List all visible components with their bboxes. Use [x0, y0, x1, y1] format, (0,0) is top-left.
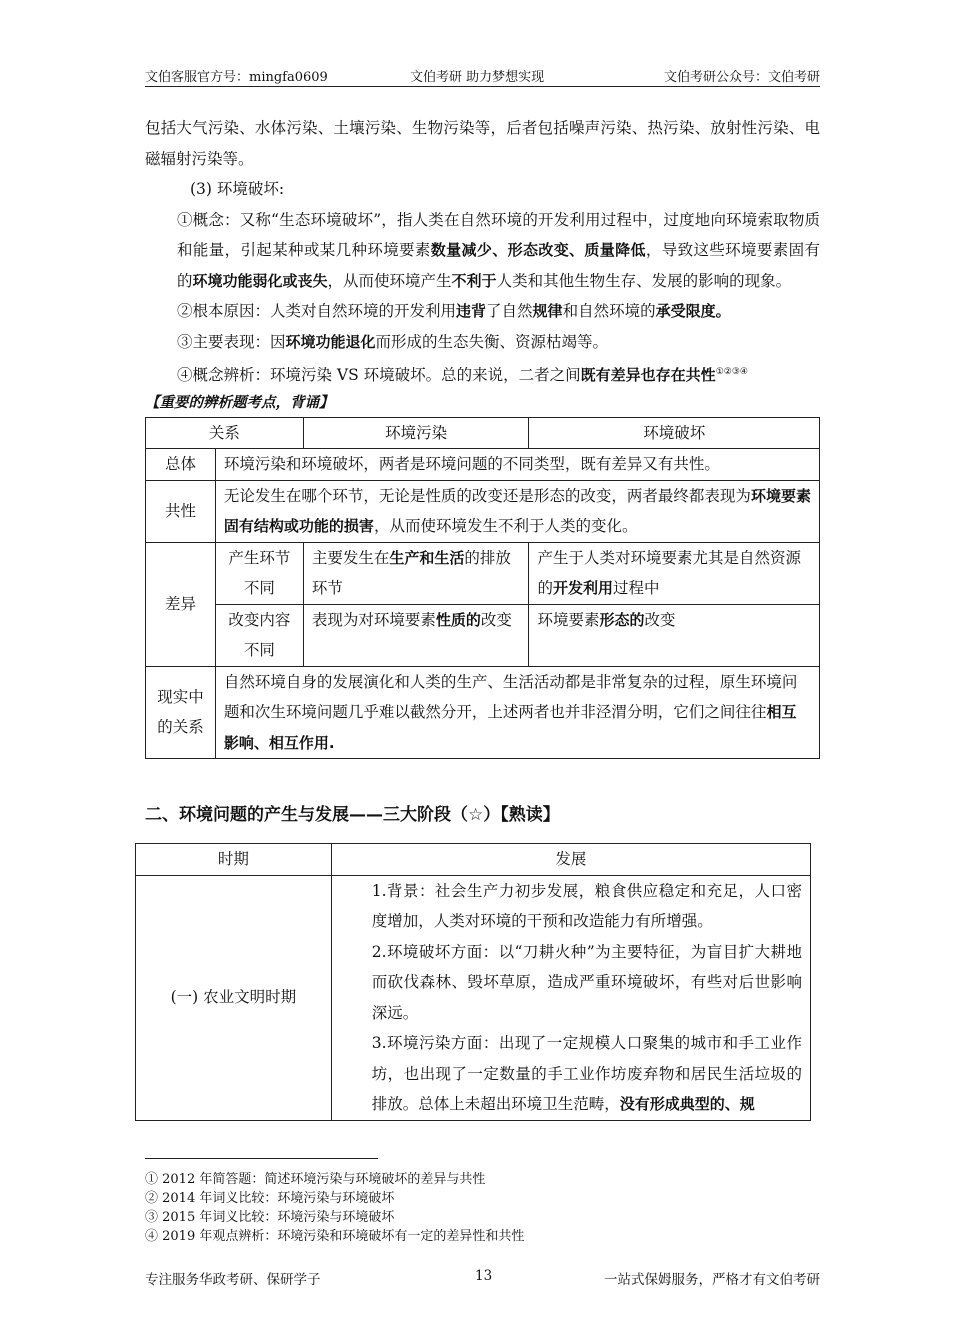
- main-manifestation-paragraph: ③主要表现：因环境功能退化而形成的生态失衡、资源枯竭等。: [177, 332, 609, 351]
- stages-header-row: [136, 844, 811, 876]
- table-row-reality: [146, 666, 820, 759]
- period-agricultural: (一) 农业文明时期: [136, 875, 332, 1120]
- concept-distinction-paragraph: ④概念辨析：环境污染 VS 环境破坏。总的来说，二者之间既有差异也存在共性①②③④: [177, 366, 748, 385]
- footnote-4: ④ 2019 年观点辨析：环境污染和环境破坏有一定的差异性和共性: [145, 1229, 525, 1244]
- header-pollution: 环境污染: [303, 417, 529, 449]
- footnotes: [145, 1170, 524, 1246]
- header-development: 发展: [331, 844, 810, 876]
- table-row-diff-content: [146, 604, 820, 666]
- diff-label: 差异: [146, 542, 216, 666]
- stage-label: 产生环节不同: [215, 542, 303, 604]
- content-pollution: 表现为对环境要素性质的改变: [303, 604, 529, 666]
- footnote-2: ② 2014 年词义比较：环境污染与环境破坏: [145, 1191, 395, 1206]
- header-relation: 关系: [146, 417, 304, 449]
- table-row-diff-stage: [146, 542, 820, 604]
- development-agricultural: [331, 875, 810, 1120]
- footer-right: 一站式保姆服务，严格才有文伯考研: [604, 1272, 820, 1288]
- dev-pollution: 3.环境污染方面：出现了一定规模人口聚集的城市和手工业作坊，也出现了一定数量的手工业作坊废弃物和居民生活垃圾的排放。总体上未超出环境卫生范畴，没有形成典型的、规: [371, 1034, 802, 1113]
- overall-text: 环境污染和环境破坏，两者是环境问题的不同类型，既有差异又有共性。: [215, 449, 819, 481]
- header-center: 文伯考研 助力梦想实现: [410, 70, 545, 85]
- stage-destruction: 产生于人类对环境要素尤其是自然资源的开发利用过程中: [529, 542, 820, 604]
- stages-table: [135, 843, 811, 1121]
- footnote-refs: ①②③④: [715, 367, 748, 377]
- table-header-row: [146, 417, 820, 449]
- footnote-3: ③ 2015 年词义比较：环境污染与环境破坏: [145, 1210, 395, 1225]
- root-cause-paragraph: ②根本原因：人类对自然环境的开发利用违背了自然规律和自然环境的承受限度。: [177, 302, 731, 320]
- dev-destruction: 2.环境破坏方面：以“刀耕火种”为主要特征，为盲目扩大耕地而砍伐森林、毁坏草原，造成严重环境破坏，有些对后世影响深远。: [371, 942, 802, 1022]
- content-label: 改变内容不同: [215, 604, 303, 666]
- header-left: 文伯客服官方号：mingfa0609: [145, 70, 328, 85]
- header-destruction: 环境破坏: [529, 417, 820, 449]
- dev-background: 1.背景：社会生产力初步发展，粮食供应稳定和充足，人口密度增加，人类对环境的干预和改造能力有所增强。: [371, 881, 802, 930]
- content-destruction: 环境要素形态的改变: [529, 604, 820, 666]
- footnote-1: ① 2012 年简答题：简述环境污染与环境破坏的差异与共性: [145, 1172, 486, 1187]
- stages-row-agricultural: [136, 875, 811, 1120]
- main-content: [145, 113, 820, 759]
- stage-pollution: 主要发生在生产和生活的排放环节: [303, 542, 529, 604]
- footnote-divider: [145, 1158, 378, 1159]
- overall-label: 总体: [146, 449, 216, 481]
- comparison-table: [145, 417, 820, 760]
- key-point-label: 【重要的辨析题考点，背诵】: [145, 393, 334, 411]
- header-period: 时期: [136, 844, 332, 876]
- table-row-overall: [146, 449, 820, 481]
- header-right: 文伯考研公众号：文伯考研: [663, 70, 820, 85]
- table-row-common: [146, 480, 820, 542]
- concept-paragraph: ①概念：又称“生态环境破坏”，指人类在自然环境的开发利用过程中，过度地向环境索取物质和能量，引起某种或某几种环境要素数量减少、形态改变、质量降低，导致这些环境要素固有的环境功能弱化或丧失，从而使环境产生不利于人类和其他生物生存、发展的影响的现象。: [177, 210, 820, 290]
- common-label: 共性: [146, 480, 216, 542]
- intro-paragraph: 包括大气污染、水体污染、土壤污染、生物污染等，后者包括噪声污染、热污染、放射性污染、电磁辐射污染等。: [145, 119, 820, 168]
- reality-label: 现实中的关系: [146, 666, 216, 759]
- stages-table-wrapper: [135, 843, 811, 1121]
- reality-text: 自然环境自身的发展演化和人类的生产、生活活动都是非常复杂的过程，原生环境问题和次生环境问题几乎难以截然分开，上述两者也并非泾渭分明，它们之间往往相互影响、相互作用.: [215, 666, 819, 759]
- page-header: [145, 62, 820, 87]
- footer-left: 专注服务华政考研、保研学子: [145, 1272, 321, 1288]
- page-number: 13: [475, 1268, 493, 1284]
- section-heading: 二、环境问题的产生与发展——三大阶段（☆）【熟读】: [145, 805, 560, 825]
- common-text: 无论发生在哪个环节，无论是性质的改变还是形态的改变，两者最终都表现为环境要素固有结构或功能的损害，从而使环境发生不利于人类的变化。: [215, 480, 819, 542]
- heading-environment-destruction: (3) 环境破坏:: [190, 180, 285, 198]
